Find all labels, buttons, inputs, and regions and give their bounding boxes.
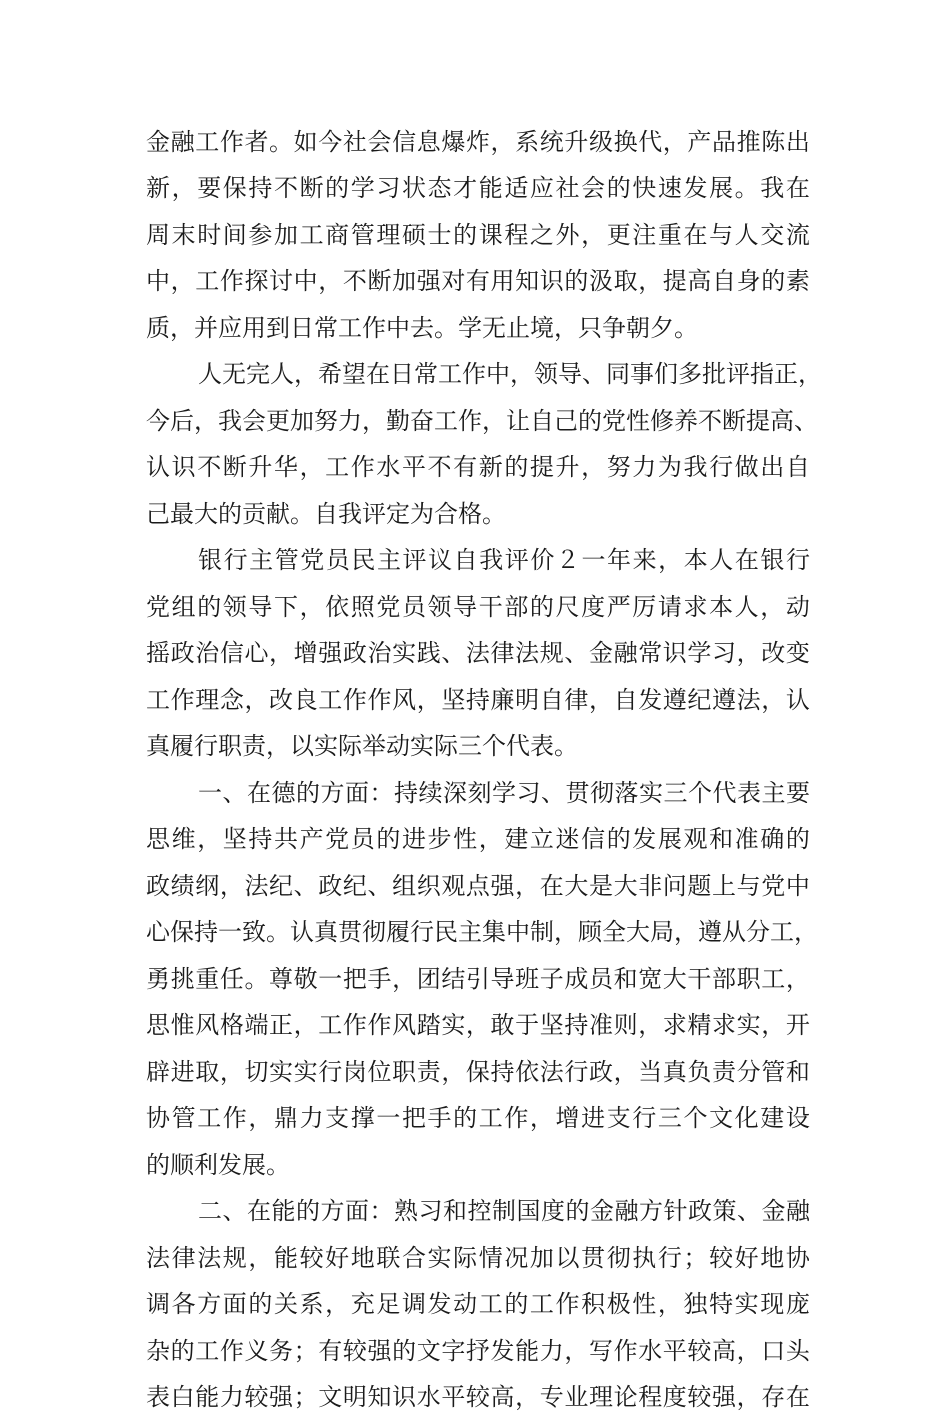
text-line: 新 ， 要 保 持 不 断 的 学 习 状 态 才 能 适 应 社 会 的 快 速 发 展 。 我 在 — [146, 163, 810, 210]
text-line: 辟 进 取 ， 切 实 实 行 岗 位 职 责 ， 保 持 依 法 行 政 ， 当 真 负 责 分 管 和 — [146, 1046, 810, 1093]
text-line: 协 管 工 作 ， 鼎 力 支 撑 一 把 手 的 工 作 ， 增 进 支 行 三 个 文 化 建 设 — [146, 1093, 810, 1140]
text-line: 人 无 完 人 ， 希 望 在 日 常 工 作 中 ， 领 导 、 同 事 们 多 批 评 指 正 ， — [146, 349, 810, 396]
text-line: 一 、 在 德 的 方 面 ： 持 续 深 刻 学 习 、 贯 彻 落 实 三 个 代 表 主 要 — [146, 767, 810, 814]
text-line: 己 最 大 的 贡 献 。 自 我 评 定 为 合 格 。 — [146, 488, 810, 535]
text-line: 调 各 方 面 的 关 系 ， 充 足 调 发 动 工 的 工 作 积 极 性 ， 独 特 实 现 庞 — [146, 1279, 810, 1326]
document-body — [146, 116, 810, 1418]
text-line: 政 绩 纲 ， 法 纪 、 政 纪 、 组 织 观 点 强 ， 在 大 是 大 非 问 题 上 与 党 中 — [146, 860, 810, 907]
text-line: 工 作 理 念 ， 改 良 工 作 作 风 ， 坚 持 廉 明 自 律 ， 自 发 遵 纪 遵 法 ， 认 — [146, 674, 810, 721]
text-line: 真 履 行 职 责 ， 以 实 际 举 动 实 际 三 个 代 表 。 — [146, 721, 810, 768]
text-line: 质 ， 并 应 用 到 日 常 工 作 中 去 。 学 无 止 境 ， 只 争 朝 夕 。 — [146, 302, 810, 349]
text-line: 二 、 在 能 的 方 面 ： 熟 习 和 控 制 国 度 的 金 融 方 针 政 策 、 金 融 — [146, 1186, 810, 1233]
text-line: 摇 政 治 信 心 ， 增 强 政 治 实 践 、 法 律 法 规 、 金 融 常 识 学 习 ， 改 变 — [146, 628, 810, 675]
text-line: 法 律 法 规 ， 能 较 好 地 联 合 实 际 情 况 加 以 贯 彻 执 行 ； 较 好 地 协 — [146, 1232, 810, 1279]
text-line: 周 末 时 间 参 加 工 商 管 理 硕 士 的 课 程 之 外 ， 更 注 重 在 与 人 交 流 — [146, 209, 810, 256]
text-line: 心 保 持 一 致 。 认 真 贯 彻 履 行 民 主 集 中 制 ， 顾 全 大 局 ， 遵 从 分 工 ， — [146, 907, 810, 954]
text-line: 思 维 ， 坚 持 共 产 党 员 的 进 步 性 ， 建 立 迷 信 的 发 展 观 和 准 确 的 — [146, 814, 810, 861]
text-line: 银 行 主 管 党 员 民 主 评 议 自 我 评 价 ２ 一 年 来 ， 本 人 在 银 行 — [146, 535, 810, 582]
text-line: 的 顺 利 发 展 。 — [146, 1139, 810, 1186]
text-line: 认 识 不 断 升 华 ， 工 作 水 平 不 有 新 的 提 升 ， 努 力 为 我 行 做 出 自 — [146, 442, 810, 489]
text-line: 勇 挑 重 任 。 尊 敬 一 把 手 ， 团 结 引 导 班 子 成 员 和 宽 大 干 部 职 工 ， — [146, 953, 810, 1000]
text-line: 杂 的 工 作 义 务 ； 有 较 强 的 文 字 抒 发 能 力 ， 写 作 水 平 较 高 ， 口 头 — [146, 1325, 810, 1372]
text-line: 中 ， 工 作 探 讨 中 ， 不 断 加 强 对 有 用 知 识 的 汲 取 ， 提 高 自 身 的 素 — [146, 256, 810, 303]
text-line: 金 融 工 作 者 。 如 今 社 会 信 息 爆 炸 ， 系 统 升 级 换 代 ， 产 品 推 陈 出 — [146, 116, 810, 163]
text-line: 思 惟 风 格 端 正 ， 工 作 作 风 踏 实 ， 敢 于 坚 持 准 则 ， 求 精 求 实 ， 开 — [146, 1000, 810, 1047]
text-line: 表 白 能 力 较 强 ； 文 明 知 识 水 平 较 高 ， 专 业 理 论 程 度 较 强 ， 存 在 — [146, 1372, 810, 1418]
text-line: 今 后 ， 我 会 更 加 努 力 ， 勤 奋 工 作 ， 让 自 己 的 党 性 修 养 不 断 提 高 、 — [146, 395, 810, 442]
text-line: 党 组 的 领 导 下 ， 依 照 党 员 领 导 干 部 的 尺 度 严 厉 请 求 本 人 ， 动 — [146, 581, 810, 628]
